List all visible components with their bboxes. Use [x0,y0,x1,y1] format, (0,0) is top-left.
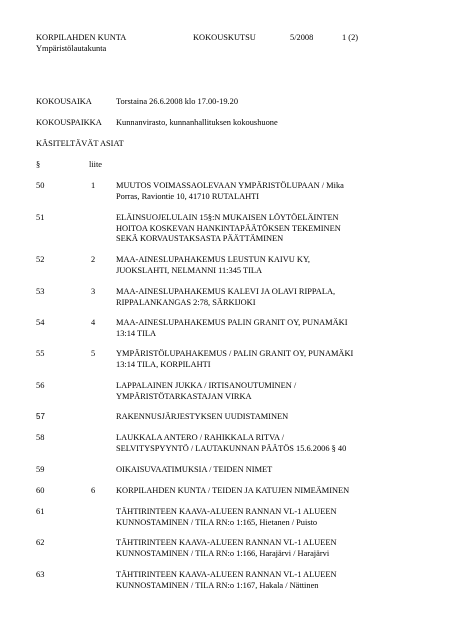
item-number: 51 [36,213,45,222]
item-attachment: 3 [91,287,96,296]
meeting-place-label: KOKOUSPAIKKA [36,118,102,127]
item-title: MAA-AINESLUPAHAKEMUS KALEVI JA OLAVI RIPPALA, RIPPALANKANGAS 2:78, SÄRKIJOKI [116,287,336,307]
item-title: TÄHTIRINTEEN KAAVA-ALUEEN RANNAN VL-1 ALUEEN KUNNOSTAMINEN / TILA RN:o 1:165, Hietanen / Puisto [116,507,337,527]
committee-name: Ympäristölautakunta [36,44,107,53]
item-number: 55 [36,349,45,358]
item-title: OIKAISUVAATIMUKSIA / TEIDEN NIMET [116,465,273,474]
item-title: TÄHTIRINTEEN KAAVA-ALUEEN RANNAN VL-1 ALUEEN KUNNOSTAMINEN / TILA RN:o 1:167, Hakala / Nättinen [116,570,337,590]
item-number: 50 [36,181,45,190]
item-title: MAA-AINESLUPAHAKEMUS PALIN GRANIT OY, PUNAMÄKI 13:14 TILA [116,318,348,338]
item-title: MUUTOS VOIMASSAOLEVAAN YMPÄRISTÖLUPAAN / Mika Porras, Raviontie 10, 41710 RUTALAHTI [116,181,344,201]
item-title: KORPILAHDEN KUNTA / TEIDEN JA KATUJEN NIMEÄMINEN [116,486,350,495]
attachment-column-header: liite [89,160,103,169]
item-number: 52 [36,255,45,264]
document-type: KOKOUSKUTSU [193,33,256,42]
item-title: TÄHTIRINTEEN KAAVA-ALUEEN RANNAN VL-1 ALUEEN KUNNOSTAMINEN / TILA RN:o 1:166, Harajärvi / Harajärvi [116,538,337,558]
meeting-time-label: KOKOUSAIKA [36,97,92,106]
item-title: LAUKKALA ANTERO / RAHIKKALA RITVA / SELVITYSPYYNTÖ / LAUTAKUNNAN PÄÄTÖS 15.6.2006 § 40 [116,433,347,453]
item-title: ELÄINSUOJELULAIN 15§:N MUKAISEN LÖYTÖELÄINTEN HOITOA KOSKEVAN HANKINTAPÄÄTÖKSEN TEKEMINEN SEKÄ KORVAUSTAKSASTA PÄÄTTÄMINEN [116,213,341,243]
item-attachment: 5 [91,349,96,358]
agenda-heading: KÄSITELTÄVÄT ASIAT [36,139,124,148]
item-number: 53 [36,287,45,296]
org-name: KORPILAHDEN KUNTA [36,33,127,42]
section-column-header: § [36,160,41,169]
item-number: 56 [36,381,45,390]
item-number: 54 [36,318,45,327]
meeting-place-value: Kunnanvirasto, kunnanhallituksen kokoushuone [116,118,278,127]
item-attachment: 1 [91,181,96,190]
item-attachment: 4 [91,318,96,327]
item-number: 63 [36,570,45,579]
item-number: 57 [36,412,45,421]
item-attachment: 2 [91,255,96,264]
item-number: 58 [36,433,45,442]
meeting-time-value: Torstaina 26.6.2008 klo 17.00-19.20 [116,97,239,106]
item-title: MAA-AINESLUPAHAKEMUS LEUSTUN KAIVU KY, JUOKSLAHTI, NELMANNI 11:345 TILA [116,255,311,275]
item-number: 62 [36,538,45,547]
item-title: LAPPALAINEN JUKKA / IRTISANOUTUMINEN / YMPÄRISTÖTARKASTAJAN VIRKA [116,381,297,401]
document-number: 5/2008 [290,33,314,42]
item-number: 61 [36,507,45,516]
item-title: YMPÄRISTÖLUPAHAKEMUS / PALIN GRANIT OY, PUNAMÄKI 13:14 TILA, KORPILAHTI [116,349,354,369]
item-title: RAKENNUSJÄRJESTYKSEN UUDISTAMINEN [116,412,289,421]
page-number: 1 (2) [342,33,359,42]
item-number: 59 [36,465,45,474]
item-attachment: 6 [91,486,96,495]
item-number: 60 [36,486,45,495]
